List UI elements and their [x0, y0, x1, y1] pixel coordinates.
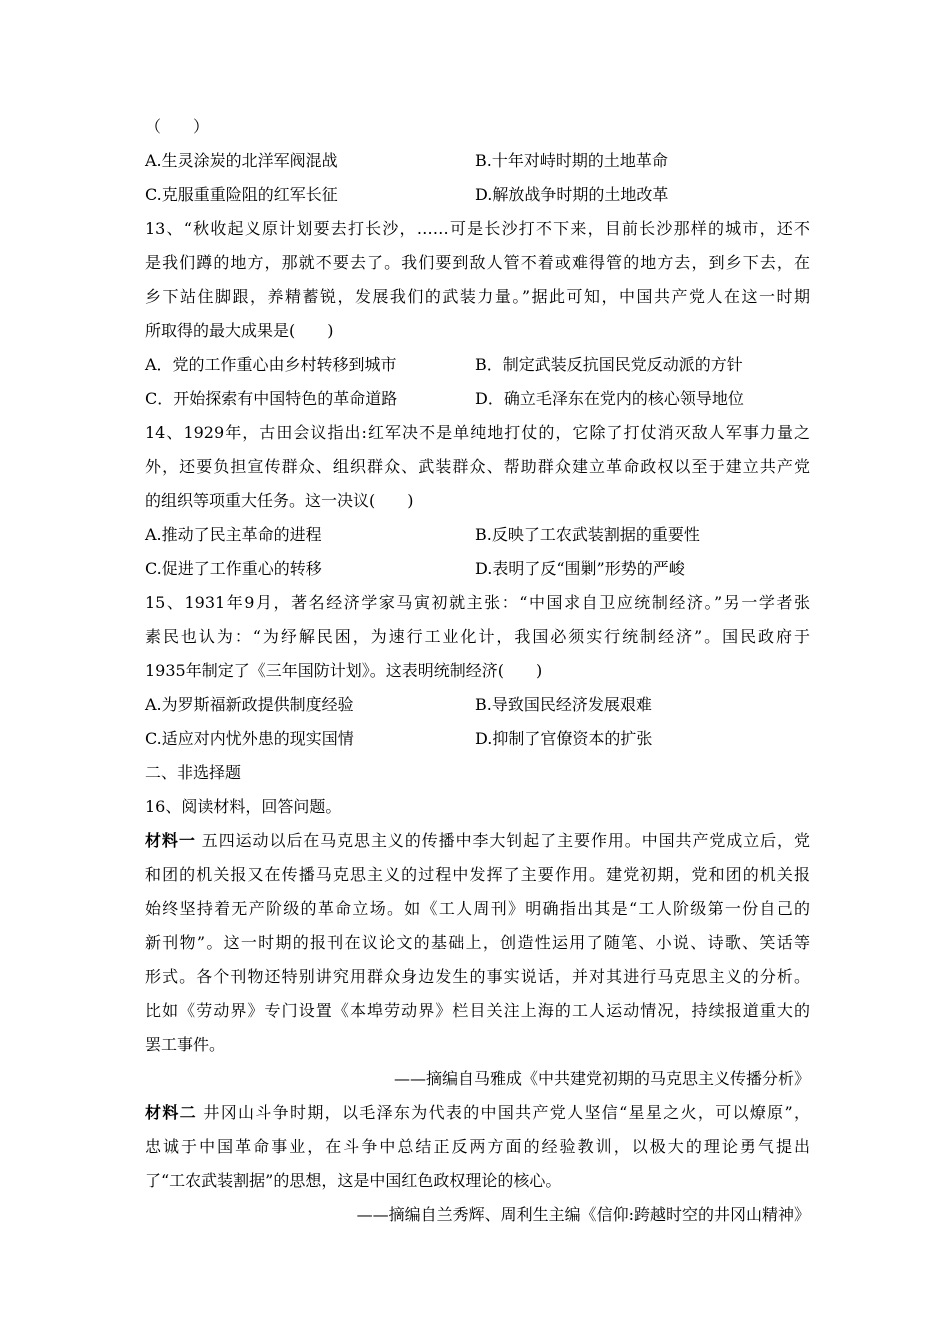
q13-stem-line: 13、“秋收起义原计划要去打长沙，……可是长沙打不下来，目前长沙那样的城市，还不 — [145, 219, 810, 238]
q13-stem-line: 是我们蹲的地方，那就不要去了。我们要到敌人管不着或难得管的地方去，到乡下去，在 — [145, 253, 810, 272]
material-2-label: 材料二 — [145, 1103, 197, 1122]
material-2-line: 了“工农武装割据”的思想，这是中国红色政权理论的核心。 — [145, 1171, 562, 1190]
q15-options-row-1 — [145, 688, 810, 722]
material-1-line: 和团的机关报又在传播马克思主义的过程中发挥了主要作用。建党初期，党和团的机关报 — [145, 865, 810, 884]
q15-option-a[interactable]: A.为罗斯福新政提供制度经验 — [145, 695, 354, 714]
material-1-line: 比如《劳动界》专门设置《本埠劳动界》栏目关注上海的工人运动情况，持续报道重大的 — [145, 1001, 810, 1020]
q12-answer-blank: （ ） — [145, 117, 210, 136]
q14-options-row-1 — [145, 518, 810, 552]
q15-options-row-2 — [145, 722, 810, 756]
material-1-line: 罢工事件。 — [145, 1035, 226, 1054]
q15-stem-line: 15、1931年9月，著名经济学家马寅初就主张：“中国求自卫应统制经济。”另一学者张 — [145, 593, 810, 612]
q13-stem-line: 所取得的最大成果是( ) — [145, 321, 334, 340]
q13-option-a[interactable]: A．党的工作重心由乡村转移到城市 — [145, 355, 397, 374]
material-1-line — [145, 824, 810, 858]
material-1-line: 形式。各个刊物还特别讲究用群众身边发生的事实说话，并对其进行马克思主义的分析。 — [145, 967, 810, 986]
q14-stem-line: 的组织等项重大任务。这一决议( ) — [145, 491, 414, 510]
q14-stem-line: 14、1929年，古田会议指出:红军决不是单纯地打仗的，它除了打仗消灭敌人军事力量之 — [145, 423, 810, 442]
q12-options-row-1 — [145, 144, 810, 178]
section-heading: 二、非选择题 — [145, 763, 242, 782]
q14-option-c[interactable]: C.促进了工作重心的转移 — [145, 559, 322, 578]
q14-option-a[interactable]: A.推动了民主革命的进程 — [145, 525, 322, 544]
material-1-line: 始终坚持着无产阶级的革命立场。如《工人周刊》明确指出其是“工人阶级第一份自己的 — [145, 899, 810, 918]
material-2-text: 井冈山斗争时期，以毛泽东为代表的中国共产党人坚信“星星之火，可以燎原”， — [203, 1103, 810, 1122]
q13-options-row-2 — [145, 382, 810, 416]
q15-option-b[interactable]: B.导致国民经济发展艰难 — [475, 695, 652, 714]
q13-option-c[interactable]: C．开始探索有中国特色的革命道路 — [145, 389, 398, 408]
material-2-line: 忠诚于中国革命事业，在斗争中总结正反两方面的经验教训，以极大的理论勇气提出 — [145, 1137, 810, 1156]
material-2-source: ——摘编自兰秀辉、周利生主编《信仰:跨越时空的井冈山精神》 — [356, 1205, 810, 1224]
q16-stem: 16、阅读材料，回答问题。 — [145, 797, 342, 816]
q13-options-row-1 — [145, 348, 810, 382]
q13-option-d[interactable]: D．确立毛泽东在党内的核心领导地位 — [475, 389, 744, 408]
q12-option-b[interactable]: B.十年对峙时期的土地革命 — [475, 151, 668, 170]
q12-option-c[interactable]: C.克服重重险阻的红军长征 — [145, 185, 338, 204]
q15-stem-line: 1935年制定了《三年国防计划》。这表明统制经济( ) — [145, 661, 543, 680]
q12-option-d[interactable]: D.解放战争时期的土地改革 — [475, 185, 669, 204]
q15-stem-line: 素民也认为：“为纾解民困，为速行工业化计，我国必须实行统制经济”。国民政府于 — [145, 627, 810, 646]
q13-option-b[interactable]: B．制定武装反抗国民党反动派的方针 — [475, 355, 743, 374]
q15-option-c[interactable]: C.适应对内忧外患的现实国情 — [145, 729, 354, 748]
q14-options-row-2 — [145, 552, 810, 586]
material-1-source: ——摘编自马雅成《中共建党初期的马克思主义传播分析》 — [393, 1069, 810, 1088]
q14-option-d[interactable]: D.表明了反“围剿”形势的严峻 — [475, 559, 685, 578]
q15-option-d[interactable]: D.抑制了官僚资本的扩张 — [475, 729, 653, 748]
material-1-text: 五四运动以后在马克思主义的传播中李大钊起了主要作用。中国共产党成立后，党 — [201, 831, 810, 850]
q14-option-b[interactable]: B.反映了工农武装割据的重要性 — [475, 525, 700, 544]
material-1-line: 新刊物”。这一时期的报刊在议论文的基础上，创造性运用了随笔、小说、诗歌、笑话等 — [145, 933, 810, 952]
material-2-line — [145, 1096, 810, 1130]
q12-option-a[interactable]: A.生灵涂炭的北洋军阀混战 — [145, 151, 338, 170]
exam-page — [145, 110, 810, 1232]
material-1-label: 材料一 — [145, 831, 196, 850]
q13-stem-line: 乡下站住脚跟，养精蓄锐，发展我们的武装力量。”据此可知，中国共产党人在这一时期 — [145, 287, 810, 306]
q14-stem-line: 外，还要负担宣传群众、组织群众、武装群众、帮助群众建立革命政权以至于建立共产党 — [145, 457, 810, 476]
q12-options-row-2 — [145, 178, 810, 212]
